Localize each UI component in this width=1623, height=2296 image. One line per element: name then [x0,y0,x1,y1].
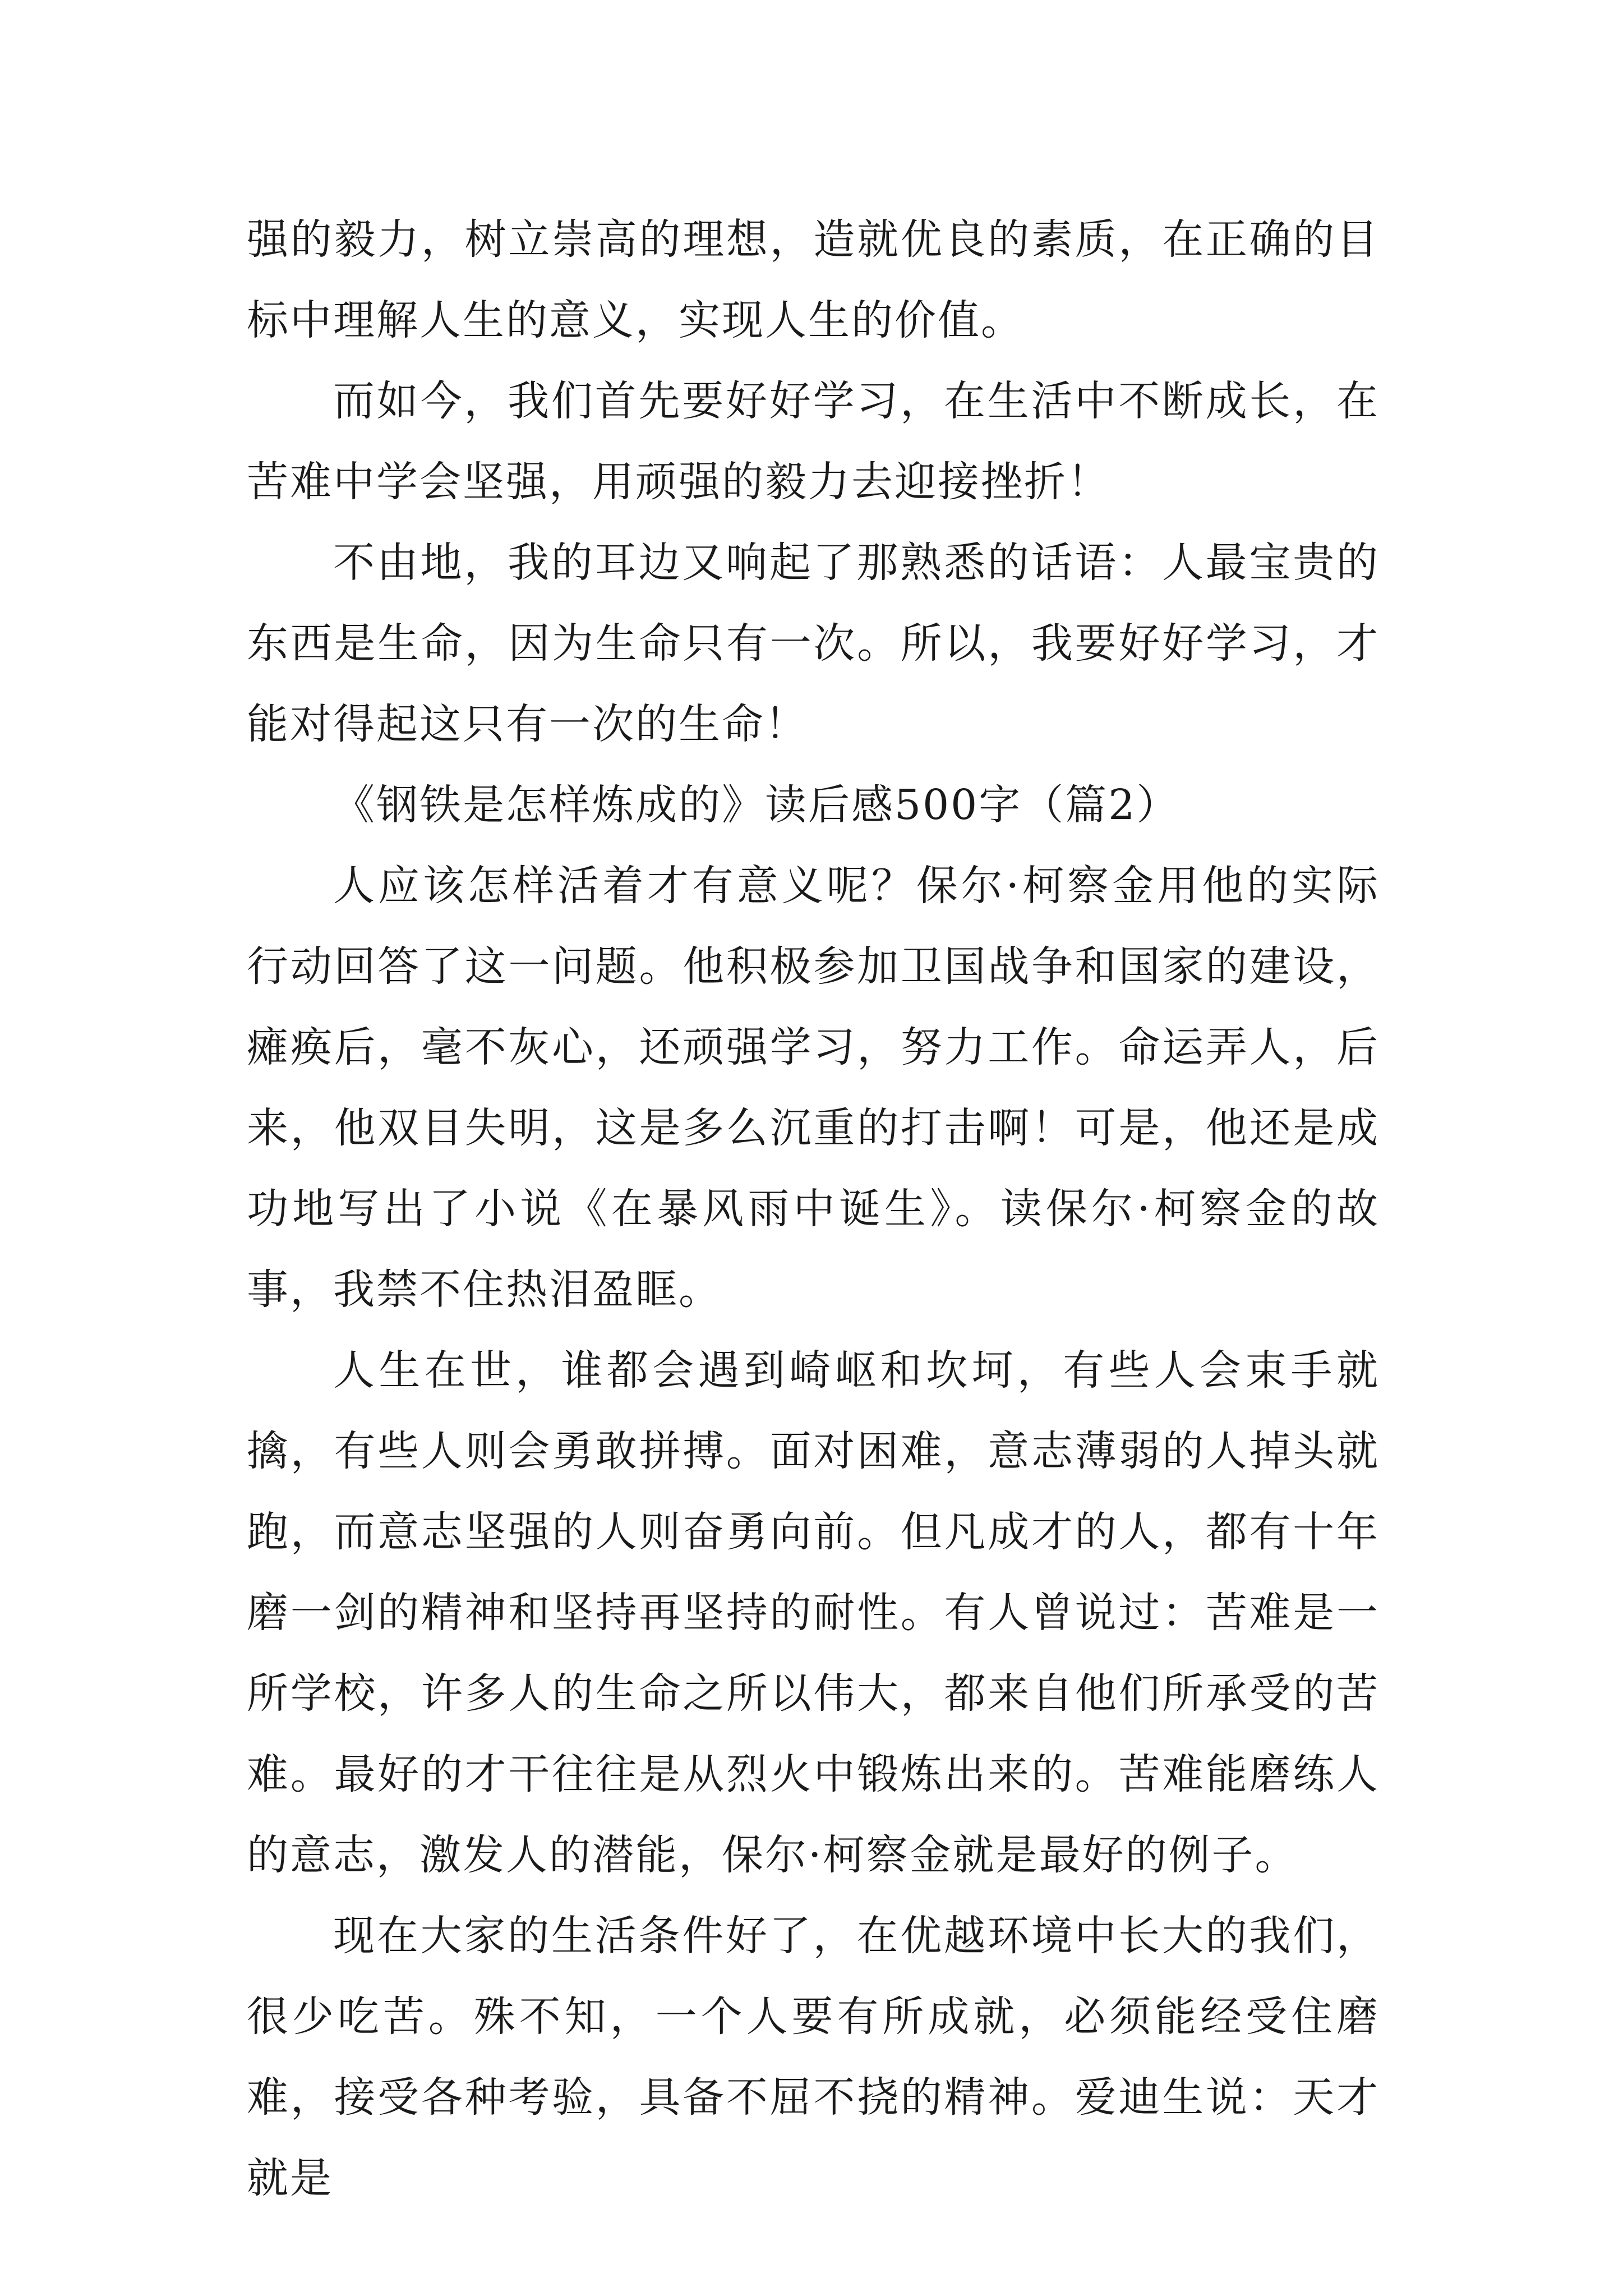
paragraph: 而如今，我们首先要好好学习，在生活中不断成长，在苦难中学会坚强，用顽强的毅力去迎接挫折！ [247,377,1380,506]
paragraph-continuation: 强的毅力，树立崇高的理想，造就优良的素质，在正确的目标中理解人生的意义，实现人生的价值。 [247,215,1380,344]
document-body [247,199,1380,2219]
paragraph: 人应该怎样活着才有意义呢？保尔·柯察金用他的实际行动回答了这一问题。他积极参加卫国战争和国家的建设，瘫痪后，毫不灰心，还顽强学习，努力工作。命运弄人，后来，他双目失明，这是多么沉重的打击啊！可是，他还是成功地写出了小说《在暴风雨中诞生》。读保尔·柯察金的故事，我禁不住热泪盈眶。 [247,862,1380,1314]
paragraph: 不由地，我的耳边又响起了那熟悉的话语：人最宝贵的东西是生命，因为生命只有一次。所以，我要好好学习，才能对得起这只有一次的生命！ [247,539,1380,748]
section-heading: 《钢铁是怎样炼成的》读后感500字（篇2） [333,781,1180,829]
paragraph: 人生在世，谁都会遇到崎岖和坎坷，有些人会束手就擒，有些人则会勇敢拼搏。面对困难，意志薄弱的人掉头就跑，而意志坚强的人则奋勇向前。但凡成才的人，都有十年磨一剑的精神和坚持再坚持的耐性。有人曾说过：苦难是一所学校，许多人的生命之所以伟大，都来自他们所承受的苦难。最好的才干往往是从烈火中锻炼出来的。苦难能磨练人的意志，激发人的潜能，保尔·柯察金就是最好的例子。 [247,1346,1380,1879]
paragraph: 现在大家的生活条件好了，在优越环境中长大的我们，很少吃苦。殊不知，一个人要有所成就，必须能经受住磨难，接受各种考验，具备不屈不挠的精神。爱迪生说：天才就是 [247,1912,1380,2202]
